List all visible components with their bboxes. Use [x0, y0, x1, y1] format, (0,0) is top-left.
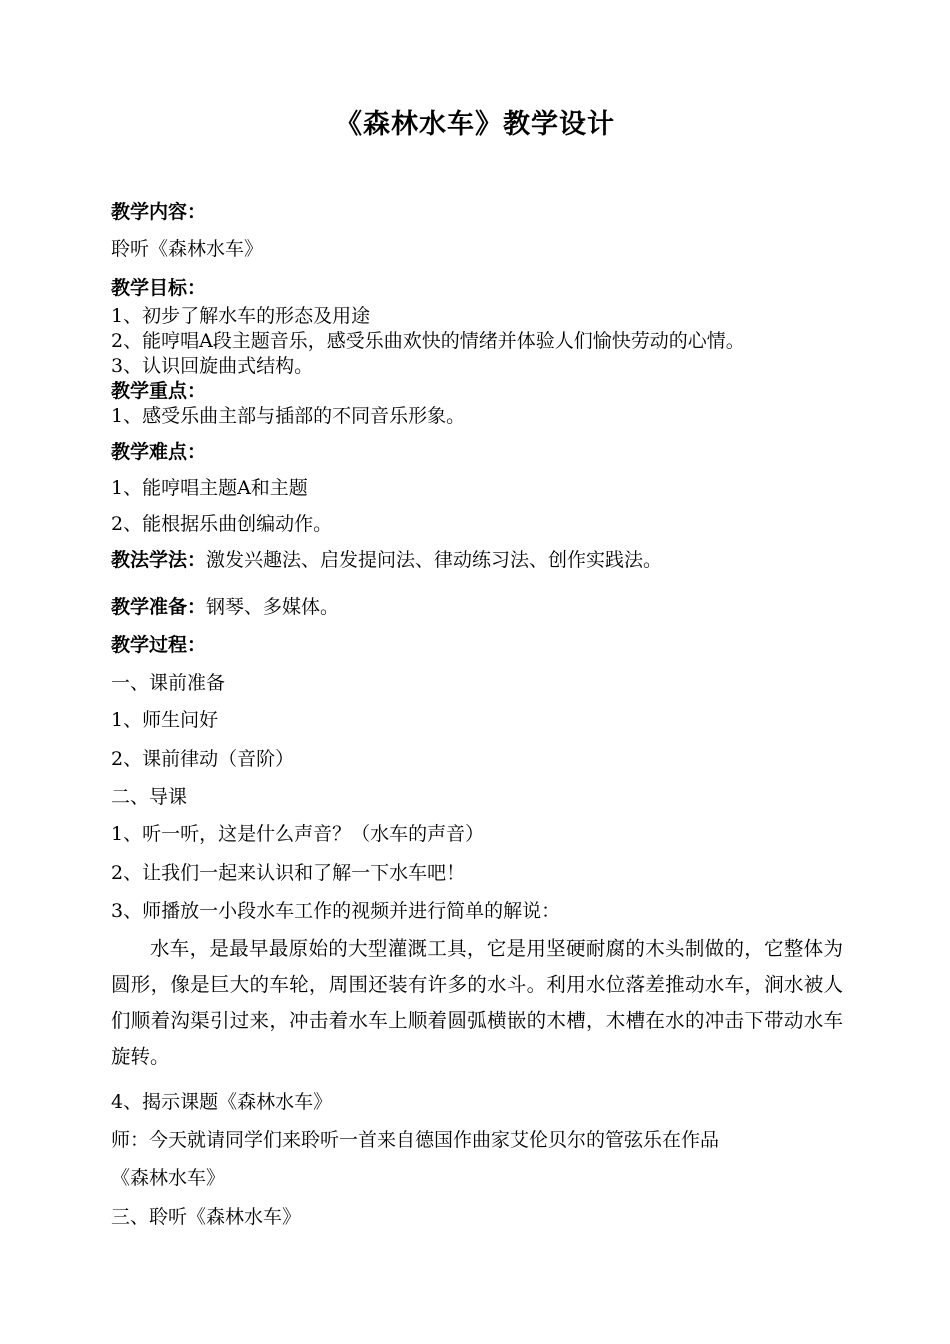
goals-heading: 教学目标：	[111, 277, 207, 299]
prep-text: 钢琴、多媒体。	[206, 596, 340, 618]
after-line: 4、揭示课题《森林水车》	[111, 1091, 333, 1113]
goal-item: 2、能哼唱A段主题音乐，感受乐曲欢快的情绪并体验人们愉快劳动的心情。	[111, 330, 745, 352]
process-line: 一、课前准备	[111, 672, 226, 694]
goal-item: 1、初步了解水车的形态及用途	[111, 305, 371, 327]
methods-line	[111, 548, 662, 572]
goal-item: 3、认识回旋曲式结构。	[111, 355, 314, 377]
process-line: 2、课前律动（音阶）	[111, 748, 295, 770]
difficulty-heading: 教学难点：	[111, 441, 207, 463]
difficulty-item: 1、能哼唱主题A和主题	[111, 477, 308, 499]
process-line: 2、让我们一起来认识和了解一下水车吧！	[111, 862, 466, 884]
document-title: 《森林水车》教学设计	[335, 109, 615, 140]
process-line: 二、导课	[111, 786, 188, 808]
methods-text: 激发兴趣法、启发提问法、律动练习法、创作实践法。	[206, 549, 663, 571]
prep-line	[111, 595, 339, 619]
process-heading: 教学过程：	[111, 634, 207, 656]
difficulty-item: 2、能根据乐曲创编动作。	[111, 513, 333, 535]
prep-label: 教学准备：	[111, 596, 207, 618]
process-line: 1、听一听，这是什么声音？（水车的声音）	[111, 823, 485, 845]
after-line: 三、聆听《森林水车》	[111, 1206, 302, 1228]
after-line: 《森林水车》	[111, 1167, 226, 1189]
methods-label: 教法学法：	[111, 549, 207, 571]
process-line: 1、师生问好	[111, 709, 219, 731]
process-line: 3、师播放一小段水车工作的视频并进行简单的解说：	[111, 900, 561, 922]
after-line: 师：今天就请同学们来聆听一首来自德国作曲家艾伦贝尔的管弦乐在作品	[111, 1129, 720, 1151]
key-heading: 教学重点：	[111, 380, 207, 402]
content-text: 聆听《森林水车》	[111, 238, 264, 260]
key-item: 1、感受乐曲主部与插部的不同音乐形象。	[111, 405, 466, 427]
explanation-paragraph: 水车，是最早最原始的大型灌溉工具，它是用坚硬耐腐的木头制做的，它整体为圆形，像是巨大的车轮，周围还装有许多的水斗。利用水位落差推动水车，涧水被人们顺着沟渠引过来，冲击着水车上顺着圆弧横嵌的木槽，木槽在水的冲击下带动水车旋转。	[111, 937, 843, 1068]
content-heading: 教学内容：	[111, 201, 207, 223]
